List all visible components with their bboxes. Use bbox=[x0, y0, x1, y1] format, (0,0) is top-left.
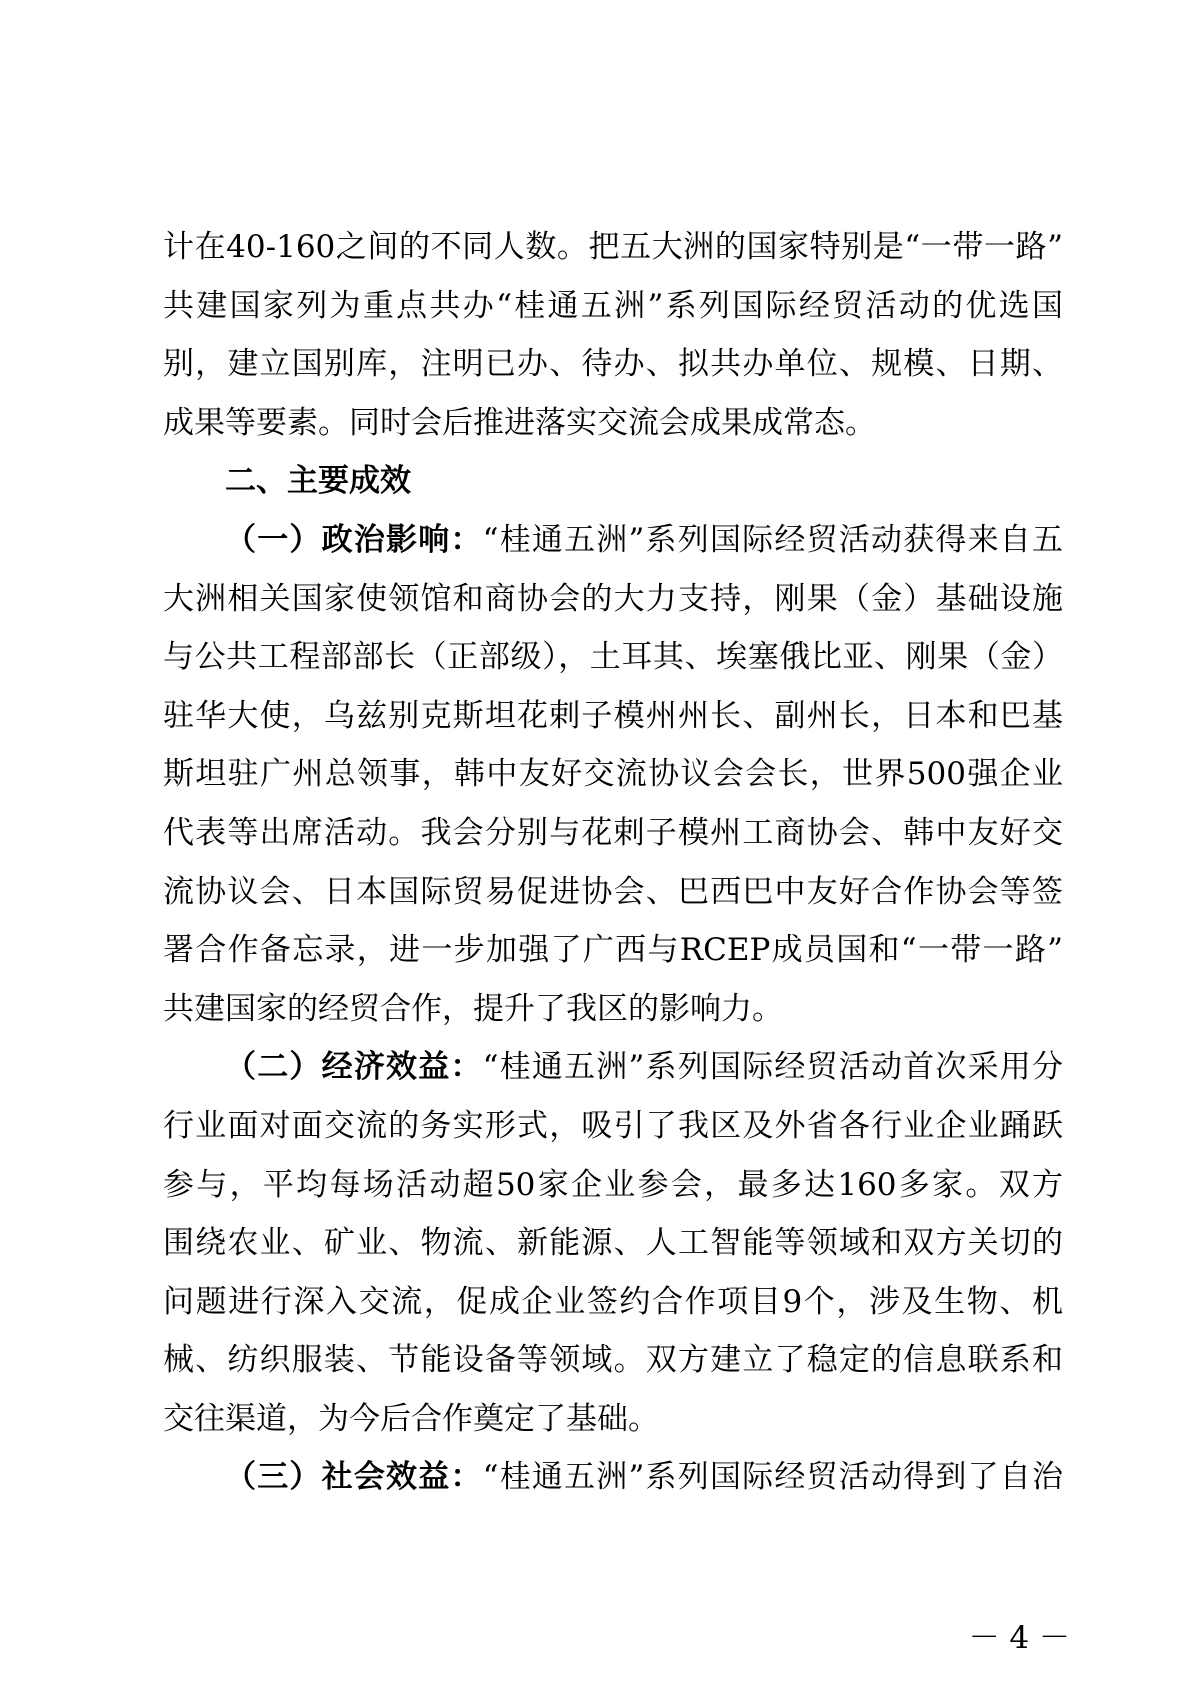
intro-line: 成果等要素。同时会后推进落实交流会成果成常态。 bbox=[163, 404, 876, 441]
paragraph-label-economic: （二）经济效益： bbox=[225, 1049, 483, 1086]
paragraph-line: 行业面对面交流的务实形式，吸引了我区及外省各行业企业踊跃 bbox=[163, 1107, 1063, 1144]
paragraph-line: 参与，平均每场活动超50家企业参会，最多达160多家。双方 bbox=[163, 1166, 1063, 1203]
paragraph-line: 斯坦驻广州总领事，韩中友好交流协议会会长，世界500强企业 bbox=[163, 756, 1063, 793]
paragraph-text: “桂通五洲”系列国际经贸活动得到了自治 bbox=[482, 1459, 1064, 1496]
paragraph-first-line bbox=[163, 1448, 1063, 1507]
paragraph-line: 交往渠道，为今后合作奠定了基础。 bbox=[163, 1400, 659, 1437]
paragraph-first-line bbox=[163, 511, 1063, 570]
paragraph-line: 代表等出席活动。我会分别与花剌子模州工商协会、韩中友好交 bbox=[163, 814, 1063, 851]
intro-line: 共建国家列为重点共办“桂通五洲”系列国际经贸活动的优选国 bbox=[163, 287, 1063, 324]
intro-line: 计在40-160之间的不同人数。把五大洲的国家特别是“一带一路” bbox=[163, 229, 1063, 265]
intro-line: 别，建立国别库，注明已办、待办、拟共办单位、规模、日期、 bbox=[163, 346, 1063, 383]
paragraph-line: 驻华大使，乌兹别克斯坦花剌子模州州长、副州长，日本和巴基 bbox=[163, 697, 1063, 734]
page-number: － 4 － bbox=[968, 1620, 1070, 1656]
paragraph-line: 流协议会、日本国际贸易促进协会、巴西巴中友好合作协会等签 bbox=[163, 873, 1063, 910]
paragraph-first-line bbox=[163, 1038, 1063, 1097]
paragraph-label-political: （一）政治影响： bbox=[225, 521, 483, 558]
paragraph-line: 署合作备忘录，进一步加强了广西与RCEP成员国和“一带一路” bbox=[163, 932, 1063, 969]
paragraph-line: 械、纺织服装、节能设备等领域。双方建立了稳定的信息联系和 bbox=[163, 1342, 1063, 1379]
paragraph-line: 围绕农业、矿业、物流、新能源、人工智能等领域和双方关切的 bbox=[163, 1225, 1063, 1262]
document-body bbox=[163, 218, 1063, 1507]
section-heading: 二、主要成效 bbox=[225, 463, 411, 500]
paragraph-label-social: （三）社会效益： bbox=[225, 1459, 483, 1496]
paragraph-line: 大洲相关国家使领馆和商协会的大力支持，刚果（金）基础设施 bbox=[163, 580, 1063, 617]
paragraph-line: 问题进行深入交流，促成企业签约合作项目9个，涉及生物、机 bbox=[163, 1283, 1063, 1320]
paragraph-line: 共建国家的经贸合作，提升了我区的影响力。 bbox=[163, 990, 783, 1027]
paragraph-text: “桂通五洲”系列国际经贸活动获得来自五 bbox=[482, 521, 1064, 558]
paragraph-line: 与公共工程部部长（正部级），土耳其、埃塞俄比亚、刚果（金） bbox=[163, 639, 1063, 676]
paragraph-text: “桂通五洲”系列国际经贸活动首次采用分 bbox=[482, 1049, 1064, 1086]
